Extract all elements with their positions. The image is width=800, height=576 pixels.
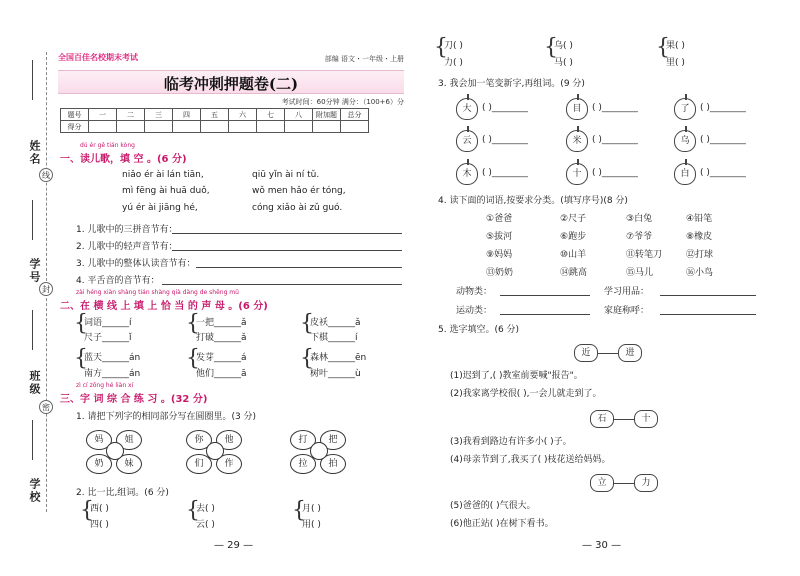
brace: { [300,311,314,336]
word-item: ⑬奶奶 [486,268,514,278]
student-info-margin [0,0,56,576]
word-item: ⑯小鸟 [686,268,714,278]
page-number: — 29 — [214,540,254,551]
name-label: 姓名 [28,140,41,166]
mitten-char: 立 [590,474,614,492]
category-label: 动物类： [456,287,493,297]
compare-item[interactable]: 力( ) [444,58,463,68]
score-header-cell: 六 [229,109,257,121]
brace: { [656,35,670,60]
exam-meta: 考试时间：60分钟 满分：（100+6）分 [281,98,404,106]
answer-line[interactable] [162,284,402,285]
compare-item[interactable]: 云( ) [196,520,215,530]
sentence: (3)我看到路边有许多小( )子。 [450,437,572,447]
compare-item[interactable]: 用( ) [302,520,321,530]
fill-item[interactable]: 下棋______í [310,333,358,343]
apple-char: 白 [674,163,696,185]
cut-mark: 封 [39,282,53,296]
brace: { [544,35,558,60]
poem-line: yú ér ài jiāng hé, [122,203,198,213]
word-item: ⑪转笔刀 [626,250,663,260]
flower-char: 拍 [320,454,346,474]
mitten-string [614,419,634,420]
page-title: 临考冲刺押题卷(二) [163,75,299,93]
brace: { [300,346,314,371]
cut-mark: 线 [39,168,53,182]
answer-line[interactable] [660,295,756,296]
answer-circle[interactable] [310,442,328,460]
section1-heading: 一、读儿歌，填 空 。(6 分) [60,154,187,165]
mitten-char: 进 [618,344,642,362]
score-header-cell: 七 [257,109,285,121]
apple-char: 十 [566,163,588,185]
category-label: 家庭称呼： [604,306,650,316]
poem-line: qiū yǐn ài ní tǔ. [252,170,320,180]
school-label: 学校 [28,478,41,504]
score-cell[interactable] [257,121,285,133]
score-cell[interactable] [145,121,173,133]
score-header-cell: 总分 [341,109,369,121]
id-blank-line[interactable] [32,200,33,240]
apple-char: 木 [456,163,478,185]
word-item: ⑫打球 [686,250,714,260]
score-header-cell: 二 [117,109,145,121]
category-label: 学习用品： [604,287,650,297]
score-header-cell: 八 [285,109,313,121]
flower-char: 把 [320,430,346,450]
section2-pinyin: zài héng xiàn shàng tián shàng qià dàng de shēng mǔ [76,289,239,296]
score-header-cell: 四 [173,109,201,121]
score-header-cell: 题号 [61,109,89,121]
compare-item[interactable]: 四( ) [90,520,109,530]
answer-slot[interactable]: ( )________ [482,168,528,178]
section3-pinyin: zì cí zōng hé liàn xí [76,382,134,389]
poem-line: wǒ men hǎo ér tóng, [252,186,346,196]
class-blank-line[interactable] [32,310,33,350]
word-item: ⑭跳高 [560,268,588,278]
mitten-char: 力 [634,474,658,492]
question-text: 3. 我会加一笔变新字,再组词。(9 分) [438,79,585,89]
compare-item[interactable]: 马( ) [554,58,573,68]
answer-circle[interactable] [206,442,224,460]
flower-circle [290,424,368,480]
mitten-char: 石 [590,410,614,428]
compare-item[interactable]: 里( ) [666,58,685,68]
page-number: — 30 — [582,540,622,551]
apple-char: 大 [456,98,478,120]
score-cell[interactable] [285,121,313,133]
school-blank-line[interactable] [32,420,33,460]
flower-char: 妹 [116,454,142,474]
answer-line[interactable] [172,250,402,251]
fill-item[interactable]: 树叶______ù [310,369,361,379]
word-item: ①爸爸 [486,214,513,224]
score-cell[interactable] [229,121,257,133]
answer-line[interactable] [660,314,756,315]
question-text: 3. 儿歌中的整体认读音节有： [76,259,196,269]
poem-line: niǎo ér ài lán tiān, [122,170,204,180]
mitten-char: 近 [574,344,598,362]
class-label: 班级 [28,370,41,396]
flower-char: 拉 [290,454,316,474]
fill-item[interactable]: 他们______ā [196,369,247,379]
section2-heading: 二、在 横 线 上 填 上 恰 当 的 声 母 。(6 分) [60,301,268,312]
score-cell[interactable] [117,121,145,133]
flower-circle [86,424,164,480]
compare-item[interactable]: 月( ) [302,504,321,514]
section1-pinyin: dú ér gē tián kòng [80,142,135,149]
edition-text: 部编 语文・一年级・上册 [324,55,404,63]
word-item: ⑥跑步 [560,232,587,242]
mitten-char: 十 [634,410,658,428]
word-item: ⑦爷爷 [626,232,653,242]
answer-circle[interactable] [106,442,124,460]
question-text: 2. 儿歌中的轻声音节有： [76,242,178,252]
answer-slot[interactable]: ( )________ [700,135,746,145]
score-row-label: 得分 [61,121,89,133]
sentence: (4)母亲节到了,我买了( )枝花送给妈妈。 [450,455,611,465]
word-item: ③白兔 [626,214,653,224]
apple-char: 了 [674,98,696,120]
word-item: ⑧橡皮 [686,232,713,242]
apple-char: 乌 [674,130,696,152]
score-header-cell: 三 [145,109,173,121]
flower-char: 作 [216,454,242,474]
sentence: (1)迟到了,( )教室前要喊"报告"。 [450,371,583,381]
fill-item[interactable]: 森林______ēn [310,353,367,363]
section3-heading: 三、字 词 综 合 练 习 。(32 分) [60,394,208,405]
compare-item[interactable]: 果( ) [666,41,685,51]
compare-item[interactable]: 去( ) [196,504,215,514]
mitten-string [614,483,634,484]
title-bar [58,70,404,94]
brace: { [434,35,448,60]
fill-item[interactable]: 词语______í [84,318,132,328]
question-text: 1. 儿歌中的三拼音节有： [76,225,178,235]
poem-line: mì fēng ài huā duǒ, [122,186,210,196]
flower-circle [186,424,264,480]
category-label: 运动类： [456,306,493,316]
flower-char: 打 [290,430,316,450]
answer-line[interactable] [196,267,402,268]
sentence: (2)我家离学校很( ),一会儿就走到了。 [450,389,602,399]
answer-line[interactable] [172,233,402,234]
score-cell[interactable] [89,121,117,133]
score-cell[interactable] [341,121,369,133]
word-item: ⑩山羊 [560,250,587,260]
score-cell[interactable] [173,121,201,133]
compare-item[interactable]: 西( ) [90,504,109,514]
score-header-cell: 五 [201,109,229,121]
flower-char: 妈 [86,430,112,450]
answer-slot[interactable]: ( )________ [592,103,638,113]
right-page [420,0,800,576]
fill-item[interactable]: 尺子______ǐ [84,333,132,343]
score-cell[interactable] [201,121,229,133]
brace: { [74,311,88,336]
cut-mark: 密 [39,400,53,414]
word-item: ⑨妈妈 [486,250,513,260]
id-label: 学号 [28,258,41,284]
poem-line: cóng xiǎo ài zǔ guó. [252,203,343,213]
question-text: 5. 选字填空。(6 分) [438,325,520,335]
fill-item[interactable]: 皮袄______ǎ [310,318,361,328]
question-text: 2. 比一比,组词。(6 分) [76,488,169,498]
name-blank-line[interactable] [32,60,33,100]
compare-item[interactable]: 乌( ) [554,41,573,51]
question-text: 4. 平舌音的音节有： [76,276,160,286]
brace: { [186,311,200,336]
banner-text: 全国百佳名校期末考试 [58,52,138,62]
word-item: ④铅笔 [686,214,713,224]
brace: { [80,498,94,523]
sentence: (5)爸爸的( )气很大。 [450,501,536,511]
apple-char: 云 [456,130,478,152]
question-text: 1. 请把下列字的相同部分写在圆圈里。(3 分) [76,412,257,422]
fill-item[interactable]: 一把______ǎ [196,318,247,328]
flower-char: 姐 [116,430,142,450]
score-header-cell: 附加题 [313,109,341,121]
fill-item[interactable]: 蓝天______án [84,353,141,363]
fill-item[interactable]: 发芽______á [196,353,247,363]
question-text: 4. 读下面的词语,按要求分类。(填写序号)(8 分) [438,196,628,206]
flower-char: 你 [186,430,212,450]
answer-line[interactable] [500,314,590,315]
sentence: (6)他正站( )在树下看书。 [450,519,554,529]
answer-slot[interactable]: ( )________ [592,135,638,145]
fill-item[interactable]: 打破______ǎ [196,333,247,343]
score-header-cell: 一 [89,109,117,121]
compare-item[interactable]: 刀( ) [444,41,463,51]
brace: { [186,498,200,523]
header-banner [58,52,404,68]
apple-char: 米 [566,130,588,152]
brace: { [74,346,88,371]
flower-char: 他 [216,430,242,450]
answer-slot[interactable]: ( )________ [700,168,746,178]
brace: { [292,498,306,523]
brace: { [186,346,200,371]
answer-slot[interactable]: ( )________ [482,135,528,145]
flower-char: 奶 [86,454,112,474]
word-item: ②尺子 [560,214,587,224]
answer-slot[interactable]: ( )________ [482,103,528,113]
flower-char: 们 [186,454,212,474]
mitten-string [598,353,618,354]
apple-char: 目 [566,98,588,120]
answer-slot[interactable]: ( )________ [700,103,746,113]
word-item: ⑤拔河 [486,232,513,242]
score-table [60,108,369,133]
answer-slot[interactable]: ( )________ [592,168,638,178]
word-item: ⑮马儿 [626,268,654,278]
fill-item[interactable]: 南方______án [84,369,141,379]
answer-line[interactable] [500,295,590,296]
score-cell[interactable] [313,121,341,133]
